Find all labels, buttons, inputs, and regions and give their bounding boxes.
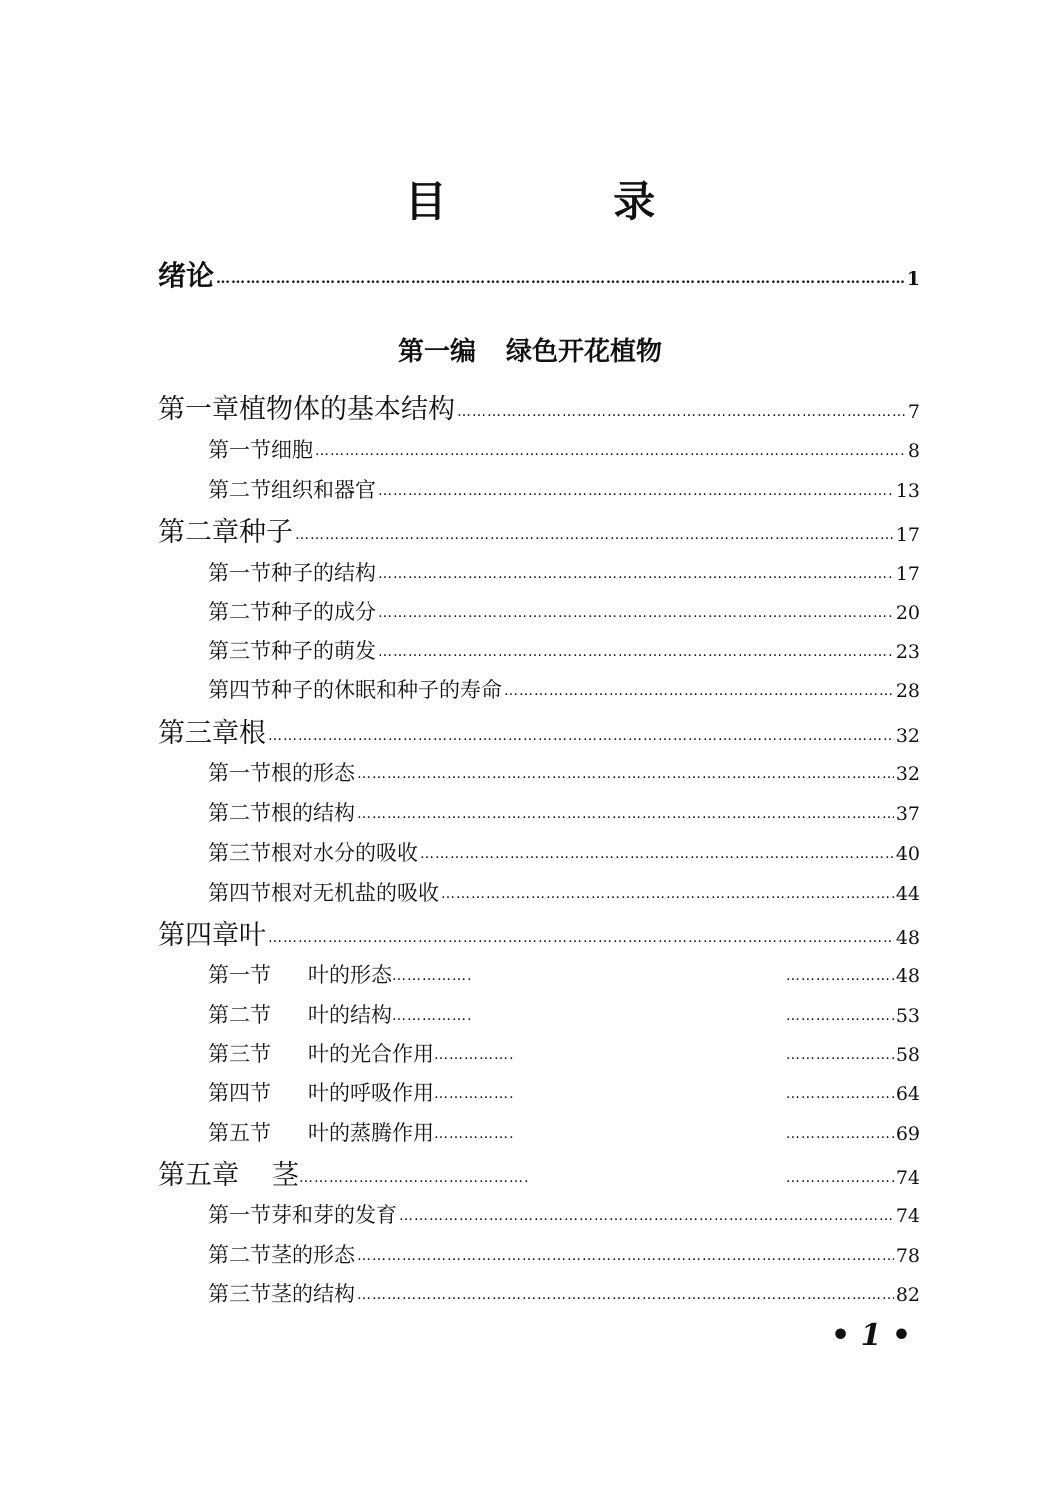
toc-section-4-1: [208, 960, 920, 993]
section-number: 第五节: [208, 1121, 271, 1145]
section-page: 28: [895, 680, 920, 702]
section-page: 74: [895, 1205, 920, 1227]
section-number: 第三节: [208, 1042, 271, 1066]
toc-section-5-3: [208, 1279, 920, 1312]
toc-section-1-2: [208, 475, 920, 508]
section-number: 第一节: [208, 561, 271, 585]
toc-section-4-2: [208, 1000, 920, 1033]
folio-number: 1: [860, 1318, 882, 1353]
section-number: 第一节: [208, 963, 271, 987]
dot-leader: [378, 637, 894, 667]
section-page: 58: [895, 1044, 920, 1066]
split-dot-leader: [434, 1121, 896, 1151]
section-number: 第二节: [208, 600, 271, 624]
chapter-page: 48: [895, 927, 920, 949]
section-page: 69: [895, 1123, 920, 1145]
chapter-number: 第一章: [158, 394, 239, 425]
split-dot-leader: [392, 963, 896, 993]
split-dot-leader: [299, 1162, 896, 1198]
toc-section-2-1: [208, 558, 920, 591]
section-title: 叶的呼吸作用: [308, 1081, 434, 1105]
chapter-title: 种子: [239, 517, 293, 548]
dot-leader: [378, 559, 894, 589]
section-page: 8: [907, 440, 920, 462]
chapter-page: 7: [907, 401, 920, 423]
section-title: 叶的形态: [308, 963, 392, 987]
entry-page: 1: [906, 268, 920, 290]
page-folio: • 1 •: [830, 1318, 912, 1353]
section-title: 茎的形态: [271, 1243, 355, 1267]
section-page: 32: [895, 763, 920, 785]
section-number: 第一节: [208, 761, 271, 785]
section-page: 64: [895, 1083, 920, 1105]
section-title: 叶的结构: [308, 1003, 392, 1027]
section-title: 根对无机盐的吸收: [271, 881, 439, 905]
toc-section-2-4: [208, 675, 920, 708]
section-page: 37: [895, 803, 920, 825]
section-title: 茎的结构: [271, 1282, 355, 1306]
chapter-page: 32: [895, 725, 920, 747]
split-dot-leader: [434, 1042, 896, 1072]
section-page: 17: [895, 563, 920, 585]
dot-leader: [378, 598, 894, 628]
toc-section-3-4: [208, 878, 920, 911]
dot-leader: [216, 260, 905, 298]
dot-leader: [357, 1241, 894, 1271]
dot-leader: [295, 517, 894, 553]
split-dot-leader: [392, 1003, 896, 1033]
chapter-page: 74: [895, 1167, 920, 1189]
toc-chapter-1: [158, 392, 920, 432]
chapter-page: 17: [895, 524, 920, 546]
section-page: 20: [895, 602, 920, 624]
section-title: 细胞: [271, 438, 313, 462]
section-page: 44: [895, 883, 920, 905]
section-title: 根的结构: [271, 801, 355, 825]
section-page: 23: [895, 641, 920, 663]
section-page: 78: [895, 1245, 920, 1267]
section-number: 第四节: [208, 678, 271, 702]
chapter-number: 第五章: [158, 1160, 239, 1191]
split-dot-leader: [434, 1081, 896, 1111]
section-page: 13: [895, 480, 920, 502]
section-number: 第一节: [208, 438, 271, 462]
toc-section-2-3: [208, 636, 920, 669]
chapter-title: 茎: [272, 1160, 299, 1191]
toc-section-4-3: [208, 1039, 920, 1072]
chapter-number: 第二章: [158, 517, 239, 548]
part-name: 绿色开花植物: [506, 337, 663, 367]
dot-leader: [315, 436, 906, 466]
section-number: 第二节: [208, 1243, 271, 1267]
section-title: 叶的蒸腾作用: [308, 1121, 434, 1145]
section-number: 第三节: [208, 639, 271, 663]
section-number: 第二节: [208, 801, 271, 825]
section-title: 组织和器官: [271, 478, 376, 502]
part-number: 第一编: [397, 337, 476, 367]
dot-leader: [457, 394, 906, 430]
section-number: 第三节: [208, 1282, 271, 1306]
section-page: 82: [895, 1284, 920, 1306]
toc-section-5-1: [208, 1200, 920, 1233]
toc-section-4-4: [208, 1078, 920, 1111]
dot-leader: [378, 476, 894, 506]
dot-leader: [357, 759, 894, 789]
section-page: 40: [895, 843, 920, 865]
toc-section-3-1: [208, 758, 920, 791]
toc-section-5-2: [208, 1240, 920, 1273]
section-number: 第一节: [208, 1203, 271, 1227]
toc-section-1-1: [208, 435, 920, 468]
section-number: 第三节: [208, 841, 271, 865]
chapter-number: 第四章: [158, 920, 239, 951]
toc-section-2-2: [208, 597, 920, 630]
dot-leader: [441, 879, 894, 909]
toc-entry-intro: [158, 257, 920, 300]
section-number: 第二节: [208, 1003, 271, 1027]
dot-leader: [504, 676, 894, 706]
dot-leader: [268, 718, 894, 754]
chapter-title: 根: [239, 718, 266, 749]
section-number: 第二节: [208, 478, 271, 502]
section-title: 种子的休眠和种子的寿命: [271, 678, 502, 702]
chapter-title: 植物体的基本结构: [239, 394, 455, 425]
section-title: 根的形态: [271, 761, 355, 785]
dot-leader: [357, 1280, 894, 1310]
entry-label: 绪论: [158, 259, 215, 292]
toc-chapter-2: [158, 515, 920, 555]
dot-leader: [399, 1201, 894, 1231]
section-title: 芽和芽的发育: [271, 1203, 397, 1227]
section-title: 叶的光合作用: [308, 1042, 434, 1066]
toc-section-3-2: [208, 798, 920, 831]
chapter-title: 叶: [239, 920, 266, 951]
section-title: 根对水分的吸收: [271, 841, 418, 865]
section-title: 种子的结构: [271, 561, 376, 585]
dot-leader: [420, 839, 894, 869]
part-heading: [0, 334, 1060, 370]
section-title: 种子的成分: [271, 600, 376, 624]
toc-section-4-5: [208, 1118, 920, 1151]
toc-section-3-3: [208, 838, 920, 871]
section-page: 53: [895, 1005, 920, 1027]
section-number: 第四节: [208, 1081, 271, 1105]
section-number: 第四节: [208, 881, 271, 905]
toc-chapter-3: [158, 716, 920, 756]
toc-chapter-5: [158, 1158, 920, 1198]
section-title: 种子的萌发: [271, 639, 376, 663]
chapter-number: 第三章: [158, 718, 239, 749]
dot-leader: [268, 920, 894, 956]
dot-leader: [357, 799, 894, 829]
section-page: 48: [895, 965, 920, 987]
page-title: 目 录: [404, 177, 732, 226]
toc-chapter-4: [158, 918, 920, 958]
